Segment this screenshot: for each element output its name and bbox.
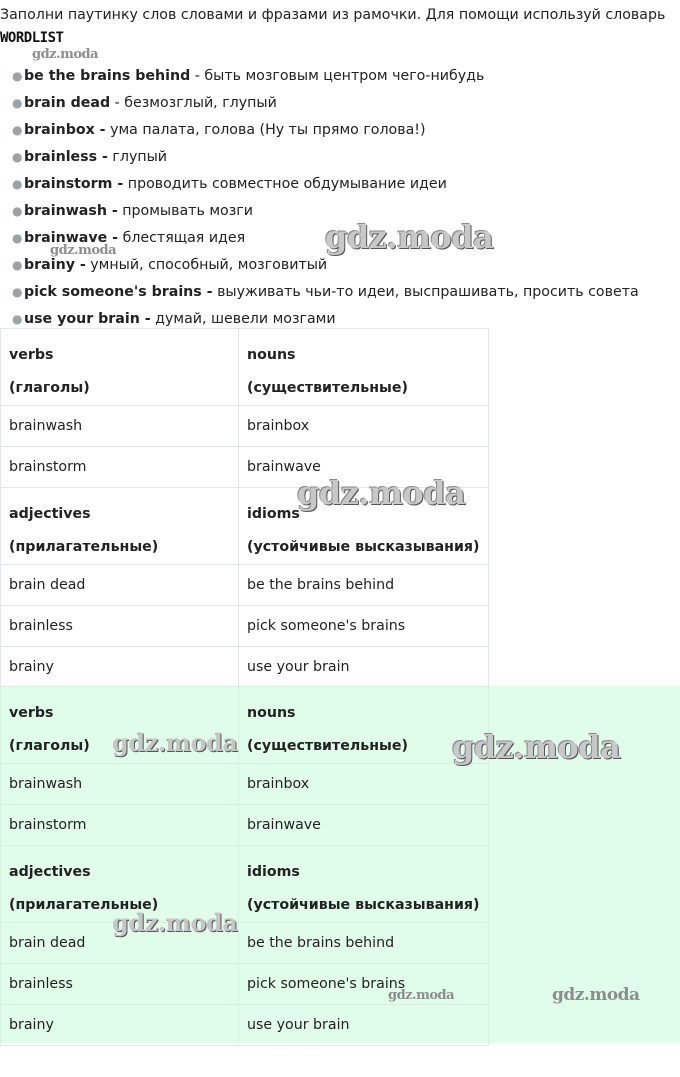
word-web-table [0,328,489,688]
nouns-header-cell: nouns (существительные) [239,329,489,406]
wordlist [12,63,639,333]
bullet-icon: ● [12,231,23,245]
verbs-header-cell: verbs (глаголы) [1,329,239,406]
table-cell: brainless [1,964,239,1005]
wordlist-item: ● brainwash - промывать мозги [12,198,639,225]
bullet-icon: ● [12,312,23,326]
table-cell: brainbox [239,406,489,447]
bullet-icon: ● [12,258,23,272]
watermark: gdz.moda [112,908,238,937]
table-header-row [1,687,489,764]
table-row [1,764,489,805]
table-cell: brain dead [1,565,239,606]
bullet-icon: ● [12,69,23,83]
table-cell: brain dead [1,923,239,964]
table-cell: brainwave [239,447,489,488]
watermark: gdz.moda [297,474,466,512]
table-cell: brainwash [1,764,239,805]
watermark: gdz.moda [32,47,99,62]
table-row [1,606,489,647]
watermark: gdz.moda [388,988,455,1003]
watermark: gdz.moda [112,728,238,757]
bullet-icon: ● [12,285,23,299]
bullet-icon: ● [12,123,23,137]
idioms-header-cell: idioms (устойчивые высказывания) [239,846,489,923]
answer-table [0,686,489,1046]
table-cell: brainy [1,647,239,688]
table-cell: brainstorm [1,447,239,488]
wordlist-item: ● be the brains behind - быть мозговым центром чего-нибудь [12,63,639,90]
wordlist-item: ● use your brain - думай, шевели мозгами [12,306,639,333]
watermark: gdz.moda [50,243,117,258]
wordlist-item: ● brainwave - блестящая идея [12,225,639,252]
table-cell: brainbox [239,764,489,805]
table-row [1,565,489,606]
wordlist-item: ● brainy - умный, способный, мозговитый [12,252,639,279]
table-cell: brainy [1,1005,239,1046]
table-cell: use your brain [239,647,489,688]
watermark: gdz.moda [552,985,640,1005]
instruction-text: Заполни паутинку слов словами и фразами из рамочки. Для помощи используй словарь [0,7,666,23]
bullet-icon: ● [12,150,23,164]
wordlist-item: ● brainless - глупый [12,144,639,171]
watermark: gdz.moda [325,218,494,256]
table-row [1,447,489,488]
table-row [1,647,489,688]
table-row [1,1005,489,1046]
table-cell: brainless [1,606,239,647]
table-row [1,964,489,1005]
verbs-header-cell: verbs (глаголы) [1,687,239,764]
table-cell: use your brain [239,1005,489,1046]
table-cell: brainwave [239,805,489,846]
table-header-row [1,846,489,923]
adjectives-header-cell: adjectives (прилагательные) [1,846,239,923]
bullet-icon: ● [12,96,23,110]
table-cell: pick someone's brains [239,964,489,1005]
nouns-header-cell: nouns (существительные) [239,687,489,764]
wordlist-title: WORDLIST [0,30,64,46]
wordlist-item: ● brainbox - ума палата, голова (Ну ты прямо голова!) [12,117,639,144]
table-cell: brainstorm [1,805,239,846]
bullet-icon: ● [12,204,23,218]
table-row [1,805,489,846]
bullet-icon: ● [12,177,23,191]
table-cell: pick someone's brains [239,606,489,647]
table-row [1,923,489,964]
table-header-row [1,329,489,406]
table-header-row [1,488,489,565]
wordlist-item: ● brain dead - безмозглый, глупый [12,90,639,117]
table-cell: brainwash [1,406,239,447]
table-cell: be the brains behind [239,923,489,964]
wordlist-item: ● pick someone's brains - выуживать чьи-то идеи, выспрашивать, просить совета [12,279,639,306]
table-row [1,406,489,447]
wordlist-item: ● brainstorm - проводить совместное обдумывание идеи [12,171,639,198]
adjectives-header-cell: adjectives (прилагательные) [1,488,239,565]
watermark: gdz.moda [452,728,621,766]
idioms-header-cell: idioms (устойчивые высказывания) [239,488,489,565]
table-cell: be the brains behind [239,565,489,606]
